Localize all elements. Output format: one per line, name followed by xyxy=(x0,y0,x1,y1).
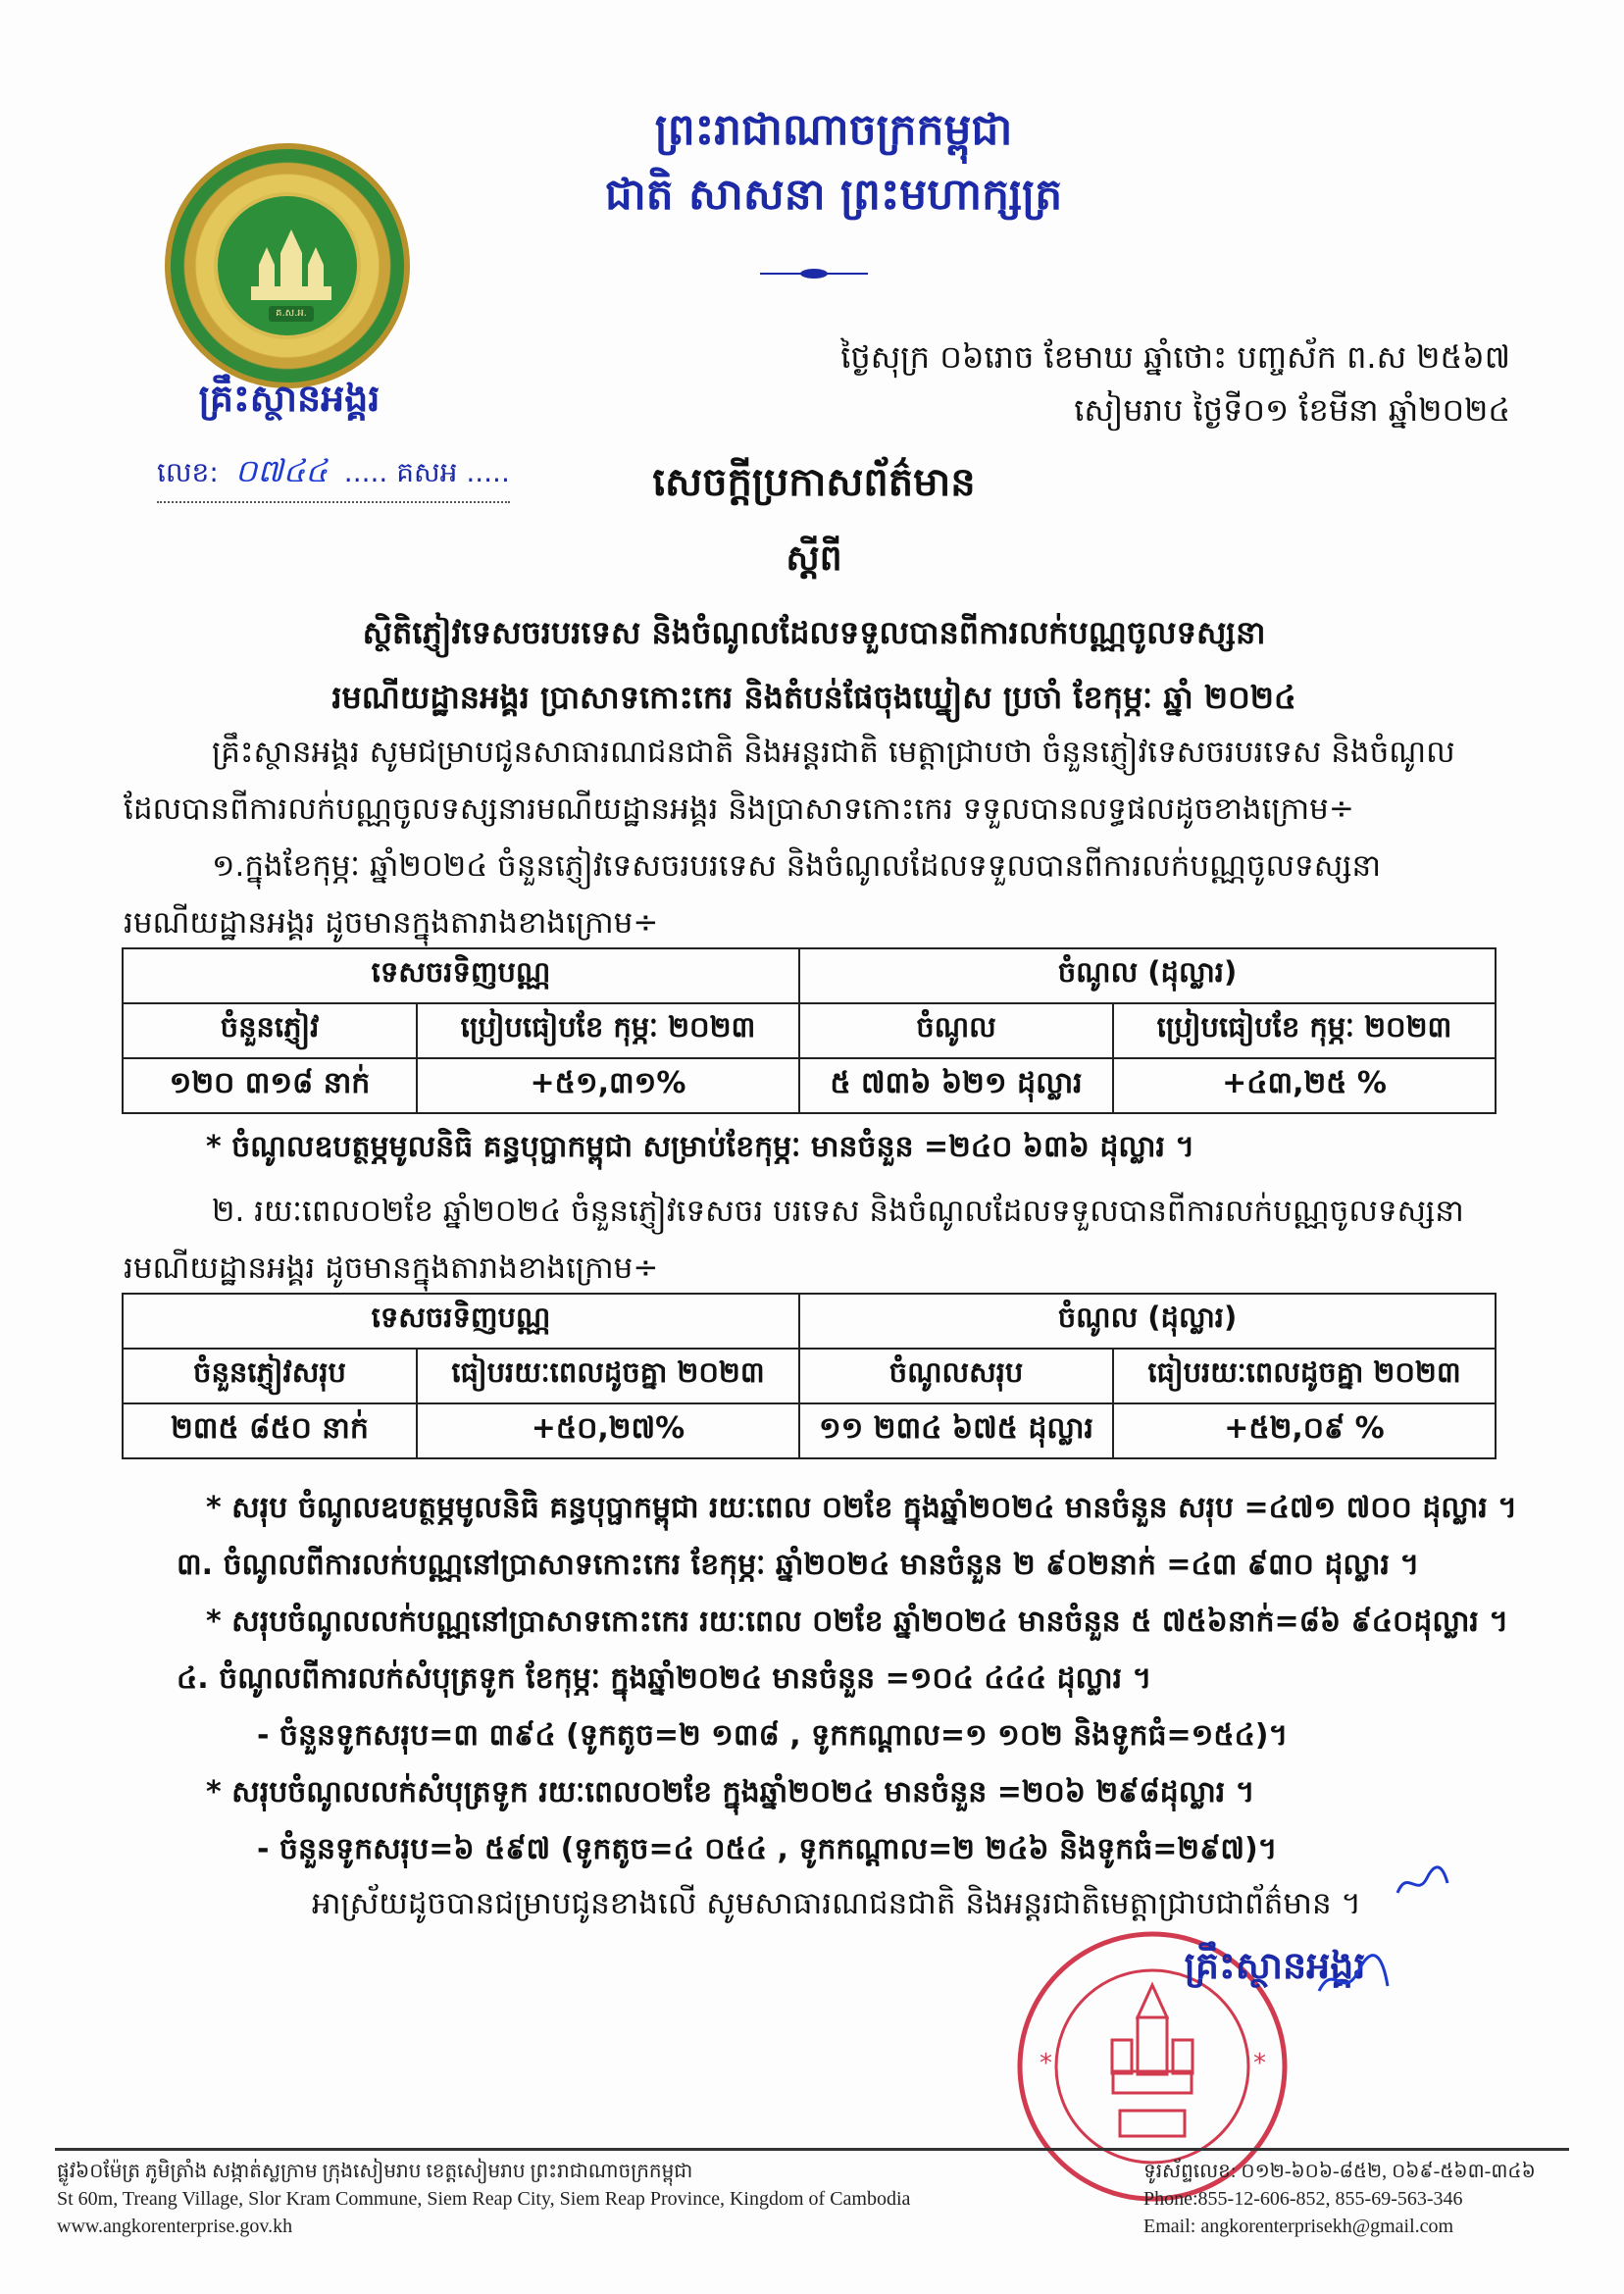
svg-text:*: * xyxy=(1040,2049,1052,2078)
initial-mark-icon xyxy=(1393,1863,1451,1903)
temple-icon xyxy=(245,226,337,308)
footer-email[interactable]: Email: angkorenterprisekh@gmail.com xyxy=(1143,2216,1454,2237)
solar-date: សៀមរាប ថ្ងៃទី០១ ខែមីនា ឆ្នាំ២០២៤ xyxy=(1074,391,1510,429)
table-1-col-visitor-compare: ប្រៀបធៀបខែ កុម្ភៈ ២០២៣ xyxy=(417,1003,799,1058)
ornament-divider-icon xyxy=(760,267,868,280)
table-row xyxy=(123,1058,1496,1113)
table-2-group-visitors: ទេសចរទិញបណ្ណ xyxy=(123,1294,799,1349)
section-4-boats-two-months: - ចំនួនទូកសរុប=៦ ៥៩៧ (ទូកតូច=៤ ០៥៤ , ទូកកណ្តាល=២ ២៤៦ និងទូកធំ=២៩៧)។ xyxy=(257,1832,1278,1866)
ref-suffix: គសអ xyxy=(396,456,458,488)
table-2-revenue-value: ១១ ២៣៤ ៦៧៥ ដុល្លារ xyxy=(799,1403,1113,1458)
table-2-col-visitors: ចំនួនភ្ញៀវសរុប xyxy=(123,1349,417,1403)
footer-address-en: St 60m, Treang Village, Slor Kram Commune, Siem Reap City, Siem Reap Province, Kingdom of Cambodia xyxy=(57,2188,911,2210)
table-row xyxy=(123,1403,1496,1458)
table-2-col-revenue: ចំណូលសរុប xyxy=(799,1349,1113,1403)
table-1-col-visitors: ចំនួនភ្ញៀវ xyxy=(123,1003,417,1058)
footer-address xyxy=(57,2158,1087,2240)
footer-contact xyxy=(1143,2158,1575,2240)
table-1-revenue-value: ៥ ៧៣៦ ៦២១ ដុល្លារ xyxy=(799,1058,1113,1113)
table-2-col-revenue-compare: ធៀបរយៈពេលដូចគ្នា ២០២៣ xyxy=(1113,1349,1496,1403)
section-4-line: ៤. ចំណូលពីការលក់សំបុត្រទូក ខែកុម្ភៈ ក្នុងឆ្នាំ២០២៤ មានចំនួន =១០៤ ៤៤៤ ដុល្លារ ។ xyxy=(177,1661,1152,1696)
section-1-note: * ចំណូលឧបត្ថម្ភមូលនិធិ គន្ធបុប្ផាកម្ពុជា សម្រាប់ខែកុម្ភៈ មានចំនួន =២៤០ ៦៣៦ ដុល្លារ ។ xyxy=(206,1130,1195,1164)
reference-number: លេខ: ០៧៤៤ ..... គសអ ..... xyxy=(157,451,510,503)
table-2-revenue-change: +៥២,០៩ % xyxy=(1113,1403,1496,1458)
footer-divider xyxy=(55,2148,1569,2151)
section-1-line-1: ១.ក្នុងខែកុម្ភៈ ឆ្នាំ២០២៤ ចំនួនភ្ញៀវទេសចរបរទេស និងចំណូលដែលទទួលបានពីការលក់បណ្ណចូលទស្សនា xyxy=(212,848,1382,884)
kingdom-header xyxy=(510,98,1157,228)
closing-statement: អាស្រ័យដូចបានជម្រាបជូនខាងលើ សូមសាធារណជនជាតិ និងអន្តរជាតិមេត្តាជ្រាបជាព័ត៌មាន ។ xyxy=(312,1886,1361,1921)
intro-line-2: ដែលបានពីការលក់បណ្ណចូលទស្សនារមណីយដ្ឋានអង្គរ និងប្រាសាទកោះកេរ ទទួលបានលទ្ធផលដូចខាងក្រោម÷ xyxy=(124,791,1354,827)
ref-prefix: លេខ: xyxy=(157,456,219,488)
table-1-visitors-value: ១២០ ៣១៨ នាក់ xyxy=(123,1058,417,1113)
intro-paragraph xyxy=(124,724,1546,838)
logo-emblem xyxy=(214,192,361,339)
footer-phone-en: Phone:855-12-606-852, 855-69-563-346 xyxy=(1143,2188,1463,2210)
section-4-boats-february: - ចំនួនទូកសរុប=៣ ៣៩៤ (ទូកតូច=២ ១៣៨ , ទូកកណ្តាល=១ ១០២ និងទូកធំ=១៥៤)។ xyxy=(257,1718,1289,1753)
subject-line-2: រមណីយដ្ឋានអង្គរ ប្រាសាទកោះកេរ និងតំបន់ផែចុងឃ្នៀស ប្រចាំ ខែកុម្ភៈ ឆ្នាំ ២០២៤ xyxy=(331,679,1296,716)
section-2-line-2: រមណីយដ្ឋានអង្គរ ដូចមានក្នុងតារាងខាងក្រោម÷ xyxy=(124,1250,659,1286)
footer-address-km: ផ្លូវ៦០ម៉ែត្រ ភូមិត្រាំង សង្កាត់ស្លក្រាម ក្រុងសៀមរាប ខេត្តសៀមរាប ព្រះរាជាណាចក្រកម្ពុជា xyxy=(57,2161,693,2182)
table-1-col-revenue-compare: ប្រៀបធៀបខែ កុម្ភៈ ២០២៣ xyxy=(1113,1003,1496,1058)
table-1-group-visitors: ទេសចរទិញបណ្ណ xyxy=(123,948,799,1003)
footer-phone-km: ទូរស័ព្ទលេខ: ០១២-៦០៦-៨៥២, ០៦៩-៥៦៣-៣៤៦ xyxy=(1143,2161,1536,2182)
section-2-note: * សរុប ចំណូលឧបត្ថម្ភមូលនិធិ គន្ធបុប្ផាកម្ពុជា រយៈពេល ០២ខែ ក្នុងឆ្នាំ២០២៤ មានចំនួន សរុប =៤៧១ ៧០០ ដុល្លារ ។ xyxy=(206,1491,1518,1525)
section-2-line-1: ២. រយៈពេល០២ខែ ឆ្នាំ២០២៤ ចំនួនភ្ញៀវទេសចរ បរទេស និងចំណូលដែលទទួលបានពីការលក់បណ្ណចូលទស្សនា xyxy=(212,1194,1464,1229)
enterprise-logo xyxy=(165,143,410,388)
document-about: ស្តីពី xyxy=(786,538,842,579)
document-subject xyxy=(157,600,1471,730)
logo-label: គ.ស.អ. xyxy=(269,306,314,322)
enterprise-name: គ្រឹះស្ថានអង្គរ xyxy=(198,377,381,420)
intro-line-1: គ្រឹះស្ថានអង្គរ សូមជម្រាបជូនសាធារណជនជាតិ និងអន្តរជាតិ មេត្តាជ្រាបថា ចំនួនភ្ញៀវទេសចរបរទេស និងចំណូល xyxy=(212,735,1455,770)
section-3-line: ៣. ចំណូលពីការលក់បណ្ណនៅប្រាសាទកោះកេរ ខែកុម្ភៈ ឆ្នាំ២០២៤ មានចំនួន ២ ៩០២នាក់ =៤៣ ៩៣០ ដុល្លារ ។ xyxy=(177,1548,1420,1582)
subject-line-1: ស្ថិតិភ្ញៀវទេសចរបរទេស និងចំណូលដែលទទួលបានពីការលក់បណ្ណចូលទស្សនា xyxy=(362,614,1266,651)
table-february-stats xyxy=(122,947,1497,1114)
section-1-text xyxy=(124,838,1546,951)
table-2-col-visitor-compare: ធៀបរយៈពេលដូចគ្នា ២០២៣ xyxy=(417,1349,799,1403)
signature-name: គ្រឹះស្ថានអង្គរ xyxy=(1184,1944,1366,1987)
table-two-month-stats xyxy=(122,1293,1497,1459)
table-1-visitor-change: +៥១,៣១% xyxy=(417,1058,799,1113)
svg-text:*: * xyxy=(1253,2049,1266,2078)
section-3-note: * សរុបចំណូលលក់បណ្ណនៅប្រាសាទកោះកេរ រយៈពេល ០២ខែ ឆ្នាំ២០២៤ មានចំនួន ៥ ៧៥៦នាក់=៨៦ ៩៤០ដុល្លារ ។ xyxy=(206,1605,1509,1639)
signature-mark-icon xyxy=(1314,1952,1393,2001)
national-motto: ជាតិ សាសនា ព្រះមហាក្សត្រ xyxy=(604,170,1063,220)
section-1-line-2: រមណីយដ្ឋានអង្គរ ដូចមានក្នុងតារាងខាងក្រោម÷ xyxy=(124,905,659,941)
section-4-note: * សរុបចំណូលលក់សំបុត្រទូក រយៈពេល០២ខែ ក្នុងឆ្នាំ២០២៤ មានចំនួន =២០៦ ២៩៨ដុល្លារ ។ xyxy=(206,1775,1255,1810)
footer-website[interactable]: www.angkorenterprise.gov.kh xyxy=(57,2216,293,2237)
section-2-text xyxy=(124,1183,1546,1297)
table-1-group-revenue: ចំណូល (ដុល្លារ) xyxy=(799,948,1496,1003)
ref-number: ០៧៤៤ xyxy=(234,452,328,489)
table-1-revenue-change: +៤៣,២៥ % xyxy=(1113,1058,1496,1113)
document-title: សេចក្តីប្រកាសព័ត៌មាន xyxy=(652,460,976,505)
table-1-col-revenue: ចំណូល xyxy=(799,1003,1113,1058)
table-2-group-revenue: ចំណូល (ដុល្លារ) xyxy=(799,1294,1496,1349)
table-2-visitors-value: ២៣៥ ៨៥០ នាក់ xyxy=(123,1403,417,1458)
kingdom-title: ព្រះរាជាណាចក្រកម្ពុជា xyxy=(654,105,1013,155)
lunar-date: ថ្ងៃសុក្រ ០៦រោច ខែមាឃ ឆ្នាំថោះ បញ្ចស័ក ព.ស ២៥៦៧ xyxy=(840,338,1510,376)
table-2-visitor-change: +៥០,២៧% xyxy=(417,1403,799,1458)
